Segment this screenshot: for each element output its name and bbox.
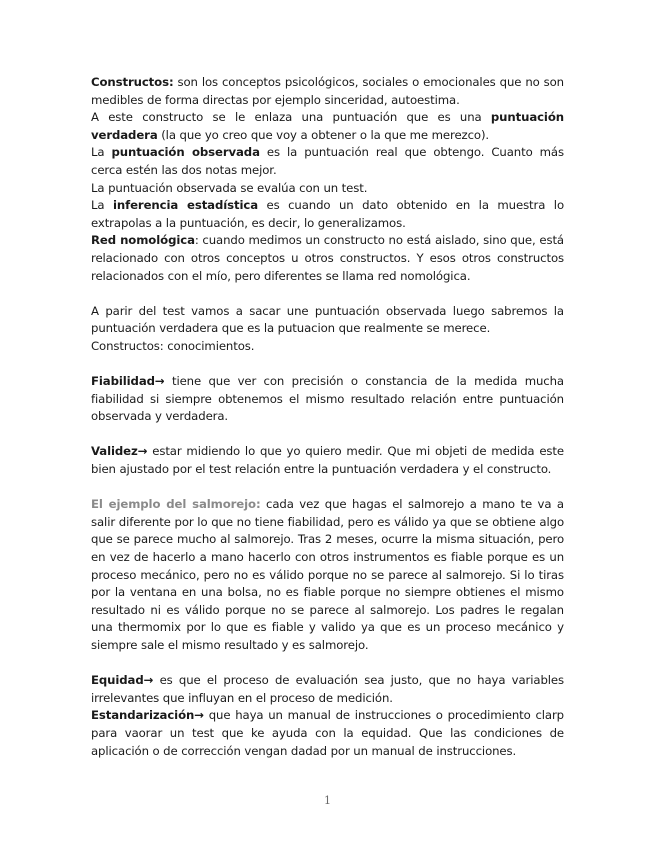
paragraph-fiabilidad [91,373,564,426]
term-fiabilidad: Fiabilidad→ [91,374,165,389]
paragraph-text: cada vez que hagas el salmorejo a mano te va a salir diferente por lo que no tiene fiabilidad, pero es válido ya que se obtiene algo que se parece mucho al salmorejo. Tras 2 meses, ocurre la misma situación, pero en vez de hacerlo a mano hacerlo con otros instrumentos es fiable porque es un proceso mecánico, pero no es válido porque no se parece al salmorejo. Si lo tiras por la ventana en una bolsa, no es fiable porque no siempre obtienes el mismo resultado ni es válido porque no se parece al salmorejo. Los padres le regalan una thermomix por lo que es fiable y valido ya que es un proceso mecánico y siempre sale el mismo resultado y es salmorejo. [91,497,564,652]
paragraph-text: : cuando medimos un constructo no está aislado, sino que, está relacionado con otros conceptos u otros constructos. Y esos otros constructos relacionados con el mío, pero diferentes se llama red nomológica. [91,233,564,283]
paragraph-gap [91,479,564,497]
paragraph-text: es que el proceso de evaluación sea justo, que no haya variables irrelevantes que influyan en el proceso de medición. [91,673,564,705]
paragraph-text: es la puntuación real que obtengo. Cuanto más cerca estén las dos notas mejor. [91,145,564,177]
term-estandarizacion: Estandarización→ [91,708,204,723]
term-validez: Validez→ [91,444,148,459]
paragraph-salmorejo [91,496,564,654]
paragraph-text: La [91,198,113,213]
paragraph-gap [91,426,564,444]
paragraph-text: tiene que ver con precisión o constancia de la medida mucha fiabilidad si siempre obtenemos el mismo resultado relación entre puntuación observada y verdadera. [91,374,564,424]
paragraph-text: que haya un manual de instrucciones o procedimiento clarp para vaorar un test que ke ayuda con la equidad. Que las condiciones de aplicación o de corrección vengan dadad por un manual de instrucciones. [91,708,564,758]
paragraph-evaluacion-test: La puntuación observada se evalúa con un test. [91,180,368,195]
paragraph-text: estar midiendo lo que yo quiero medir. Que mi objeti de medida este bien ajustado por el test relación entre la puntuación verdadera y el constructo. [91,444,564,477]
document-body [91,74,564,760]
paragraph-inferencia [91,197,564,232]
term-inferencia-estadistica: inferencia estadística [112,198,259,213]
paragraph-test: A parir del test vamos a sacar une puntuación observada luego sabremos la puntuación verdadera que es la putuacion que realmente se merece. [91,303,564,336]
paragraph-text: (la que yo creo que voy a obtener o la que me merezco). [157,127,490,142]
term-ejemplo-salmorejo: El ejemplo del salmorejo: [91,497,261,512]
paragraph-validez [91,443,564,478]
term-puntuacion-observada: puntuación observada [111,145,260,160]
paragraph-text: es cuando un dato obtenido en la muestra lo extrapolas a la puntuación, es decir, lo generalizamos. [91,198,565,230]
paragraph-estandarizacion [91,707,564,760]
paragraph-text: son los conceptos psicológicos, sociales o emocionales que no son medibles de forma directas por ejemplo sinceridad, autoestima. [91,75,564,107]
paragraph-gap [91,655,564,673]
page-number: 1 [324,794,331,807]
paragraph-puntuacion-verdadera [91,109,564,144]
paragraph-text: La [91,145,112,160]
paragraph-text: A este constructo se le enlaza una puntuación que es una [91,110,491,125]
paragraph-constructos [91,74,564,109]
paragraph-constructos-conocimientos: Constructos: conocimientos. [91,338,255,353]
term-puntuacion-verdadera: puntuación verdadera [91,110,564,142]
paragraph-red-nomologica [91,232,564,285]
paragraph-gap [91,356,564,374]
paragraph-gap [91,285,564,303]
term-constructos: Constructos: [91,75,174,89]
term-equidad: Equidad→ [91,673,154,688]
paragraph-equidad [91,672,564,707]
paragraph-puntuacion-observada [91,144,564,179]
term-red-nomologica: Red nomológica [91,233,195,248]
